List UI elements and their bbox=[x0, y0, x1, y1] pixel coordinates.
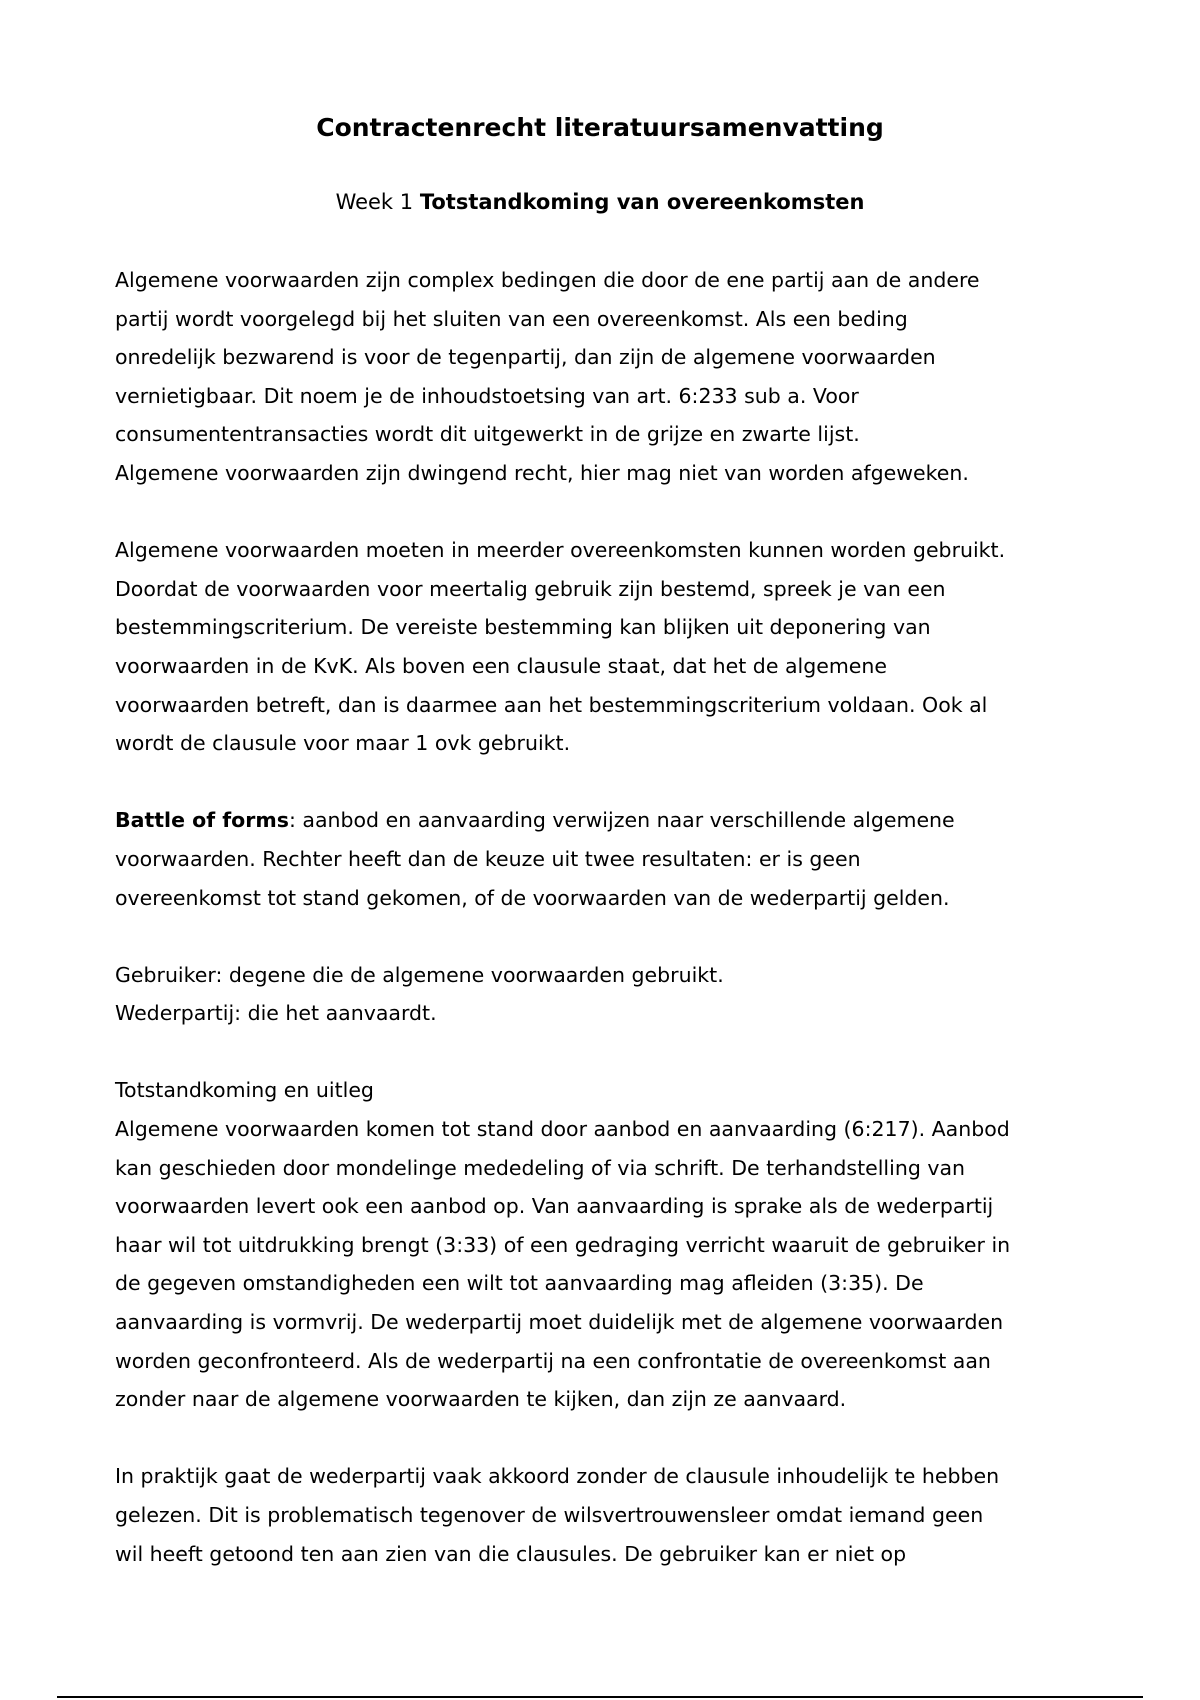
week-heading bbox=[0, 187, 1200, 217]
text-line: overeenkomst tot stand gekomen, of de voorwaarden van de wederpartij gelden. bbox=[115, 885, 950, 910]
week-label: Week 1 bbox=[335, 190, 420, 214]
paragraph-bestemmingscriterium bbox=[115, 531, 1115, 763]
text-line: Doordat de voorwaarden voor meertalig gebruik zijn bestemd, spreek je van een bbox=[115, 576, 946, 601]
text-line: consumententransacties wordt dit uitgewerkt in de grijze en zwarte lijst. bbox=[115, 422, 860, 447]
text-line: In praktijk gaat de wederpartij vaak akkoord zonder de clausule inhoudelijk te hebben bbox=[115, 1464, 1000, 1489]
paragraph-definitions bbox=[115, 956, 1115, 1033]
document-body bbox=[115, 261, 1115, 1573]
text-line: voorwaarden levert ook een aanbod op. Van aanvaarding is sprake als de wederpartij bbox=[115, 1194, 994, 1219]
page-bottom-rule bbox=[57, 1696, 1143, 1698]
paragraph-praktijk bbox=[115, 1457, 1115, 1573]
paragraph-algemene-voorwaarden bbox=[115, 261, 1115, 493]
text-line: partij wordt voorgelegd bij het sluiten van een overeenkomst. Als een beding bbox=[115, 306, 908, 331]
paragraph-totstandkoming-en-uitleg bbox=[115, 1071, 1115, 1418]
text-line: Algemene voorwaarden komen tot stand door aanbod en aanvaarding (6:217). Aanbod bbox=[115, 1117, 1010, 1142]
text-line: Wederpartij: die het aanvaardt. bbox=[115, 1001, 437, 1026]
section-subheading: Totstandkoming en uitleg bbox=[115, 1078, 374, 1103]
paragraph-battle-of-forms bbox=[115, 801, 1115, 917]
text-line: Algemene voorwaarden moeten in meerder overeenkomsten kunnen worden gebruikt. bbox=[115, 538, 1006, 563]
document-title: Contractenrecht literatuursamenvatting bbox=[316, 113, 884, 142]
text-line: bestemmingscriterium. De vereiste bestemming kan blijken uit deponering van bbox=[115, 615, 931, 640]
text-line: zonder naar de algemene voorwaarden te kijken, dan zijn ze aanvaard. bbox=[115, 1387, 847, 1412]
text-line: de gegeven omstandigheden een wilt tot aanvaarding mag afleiden (3:35). De bbox=[115, 1271, 924, 1296]
text-line: gelezen. Dit is problematisch tegenover de wilsvertrouwensleer omdat iemand geen bbox=[115, 1503, 984, 1527]
text-line: wil heeft getoond ten aan zien van die clausules. De gebruiker kan er niet op bbox=[115, 1541, 907, 1566]
text-line: voorwaarden in de KvK. Als boven een clausule staat, dat het de algemene bbox=[115, 653, 888, 678]
text-line: haar wil tot uitdrukking brengt (3:33) of een gedraging verricht waaruit de gebruiker in bbox=[115, 1232, 1011, 1257]
text-line: voorwaarden betreft, dan is daarmee aan het bestemmingscriterium voldaan. Ook al bbox=[115, 692, 988, 717]
text-line bbox=[115, 801, 1115, 840]
text-line: kan geschieden door mondelinge mededeling of via schrift. De terhandstelling van bbox=[115, 1155, 966, 1180]
text-line: Algemene voorwaarden zijn complex bedingen die door de ene partij aan de andere bbox=[115, 268, 980, 292]
text-line: wordt de clausule voor maar 1 ovk gebruikt. bbox=[115, 731, 571, 756]
text-line: onredelijk bezwarend is voor de tegenpartij, dan zijn de algemene voorwaarden bbox=[115, 345, 936, 370]
text-line: aanvaarding is vormvrij. De wederpartij moet duidelijk met de algemene voorwaarden bbox=[115, 1310, 1004, 1335]
text-line: worden geconfronteerd. Als de wederpartij na een confrontatie de overeenkomst aan bbox=[115, 1348, 991, 1373]
week-topic: Totstandkoming van overeenkomsten bbox=[419, 190, 865, 214]
text-line: Algemene voorwaarden zijn dwingend recht, hier mag niet van worden afgeweken. bbox=[115, 460, 969, 485]
text-line: voorwaarden. Rechter heeft dan de keuze uit twee resultaten: er is geen bbox=[115, 846, 861, 871]
battle-of-forms-definition: : aanbod en aanvaarding verwijzen naar verschillende algemene bbox=[288, 808, 955, 833]
text-line: Gebruiker: degene die de algemene voorwaarden gebruikt. bbox=[115, 962, 724, 987]
battle-of-forms-term: Battle of forms bbox=[115, 808, 289, 833]
text-line: vernietigbaar. Dit noem je de inhoudstoetsing van art. 6:233 sub a. Voor bbox=[115, 383, 859, 408]
